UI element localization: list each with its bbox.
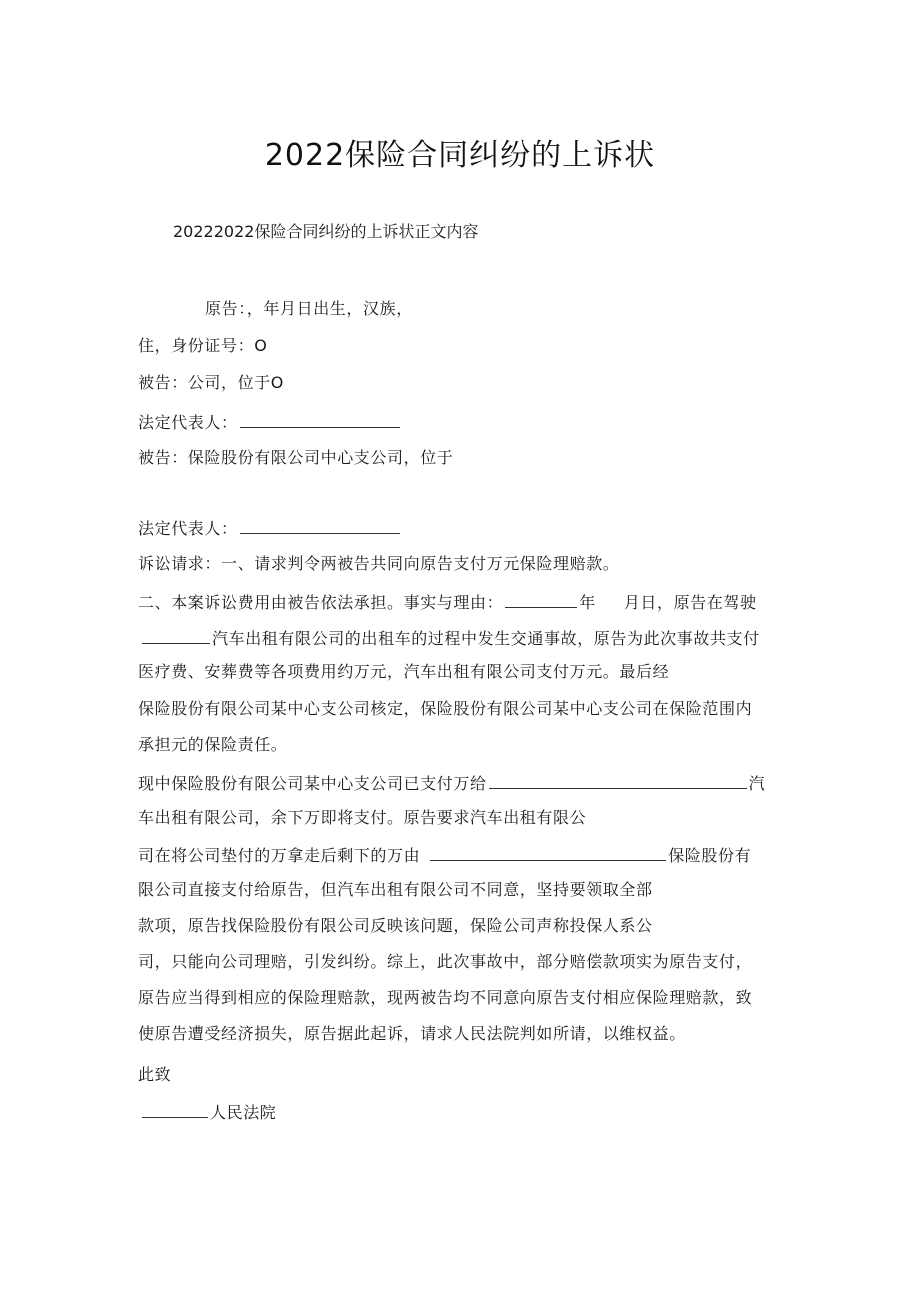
remaining-line [138, 806, 778, 830]
entitled-line [138, 986, 778, 1010]
plaintiff-address-line [138, 334, 778, 358]
reported-text: 款项，原告找保险股份有限公司反映该问题，保险公司声称投保人系公 [138, 916, 653, 935]
plaintiff-line [205, 297, 845, 321]
item2-text-a: 二、本案诉讼费用由被告依法承担。事实与理由： [138, 593, 504, 612]
reported-line [138, 914, 778, 938]
advance-line [138, 842, 778, 868]
defendant2-line [138, 446, 778, 470]
direct-text: 限公司直接支付给原告，但汽车出租有限公司不同意，坚持要领取全部 [138, 880, 653, 899]
defendant1-line [138, 371, 778, 395]
court-blank [142, 1099, 208, 1118]
taxi-line [138, 625, 778, 651]
document-subtitle: 20222022保险合同纠纷的上诉状正文内容 [173, 222, 479, 241]
entitled-text: 原告应当得到相应的保险理赔款，现两被告均不同意向原告支付相应保险理赔款，致 [138, 988, 753, 1007]
loss-text: 使原告遭受经济损失，原告据此起诉，请求人民法院判如所请，以维权益。 [138, 1024, 686, 1043]
year-blank [505, 589, 577, 608]
paid-text-b: 汽 [748, 774, 766, 793]
claims-text: 诉讼请求：一、请求判令两被告共同向原告支付万元保险理赔款。 [138, 554, 620, 573]
court-text: 人民法院 [210, 1103, 277, 1122]
plaintiff-text: 原告：，年月日出生，汉族， [205, 299, 413, 318]
paid-text-a: 现中保险股份有限公司某中心支公司已支付万给 [138, 774, 487, 793]
loss-line [138, 1022, 778, 1046]
taxi-text: 汽车出租有限公司的出租车的过程中发生交通事故，原告为此次事故共支付 [212, 629, 760, 648]
insurer-blank [430, 842, 666, 861]
direct-line [138, 878, 778, 902]
paid-line [138, 770, 778, 796]
defendant1-text: 被告：公司，位于O [138, 373, 284, 392]
claims-line [138, 552, 778, 576]
liability-line [138, 733, 778, 757]
insurer-text: 保险股份有限公司某中心支公司核定，保险股份有限公司某中心支公司在保险范围内 [138, 699, 753, 718]
medical-text: 医疗费、安葬费等各项费用约万元，汽车出租有限公司支付万元。最后经 [138, 662, 670, 681]
advance-text-b: 保险股份有 [668, 846, 752, 865]
insurer-line [138, 697, 778, 721]
payee-blank [489, 770, 747, 789]
legal-rep-label-2: 法定代表人： [138, 519, 238, 538]
legal-rep-blank-1 [240, 409, 400, 428]
court-line [138, 1099, 778, 1125]
defendant2-text: 被告：保险股份有限公司中心支公司，位于 [138, 448, 454, 467]
advance-text-a: 司在将公司垫付的万拿走后剩下的万由 [138, 846, 421, 865]
company-blank [142, 625, 210, 644]
legal-rep-line-1 [138, 409, 778, 435]
plaintiff-address-text: 住，身份证号：O [138, 336, 268, 355]
medical-line [138, 660, 778, 684]
legal-rep-line-2 [138, 515, 778, 541]
item2-text-b: 月日，原告在驾驶 [623, 593, 757, 612]
document-title: 2022保险合同纠纷的上诉状 [264, 138, 656, 173]
item2-year: 年 [579, 593, 596, 612]
closing-line [138, 1063, 778, 1087]
legal-rep-label-1: 法定代表人： [138, 413, 238, 432]
dispute-text: 司，只能向公司理赔，引发纠纷。综上，此次事故中，部分赔偿款项实为原告支付， [138, 952, 753, 971]
liability-text: 承担元的保险责任。 [138, 735, 288, 754]
remaining-text: 车出租有限公司，余下万即将支付。原告要求汽车出租有限公 [138, 808, 587, 827]
closing-text: 此致 [138, 1065, 172, 1084]
item2-line [138, 589, 778, 615]
legal-rep-blank-2 [240, 515, 400, 534]
dispute-line [138, 950, 778, 974]
